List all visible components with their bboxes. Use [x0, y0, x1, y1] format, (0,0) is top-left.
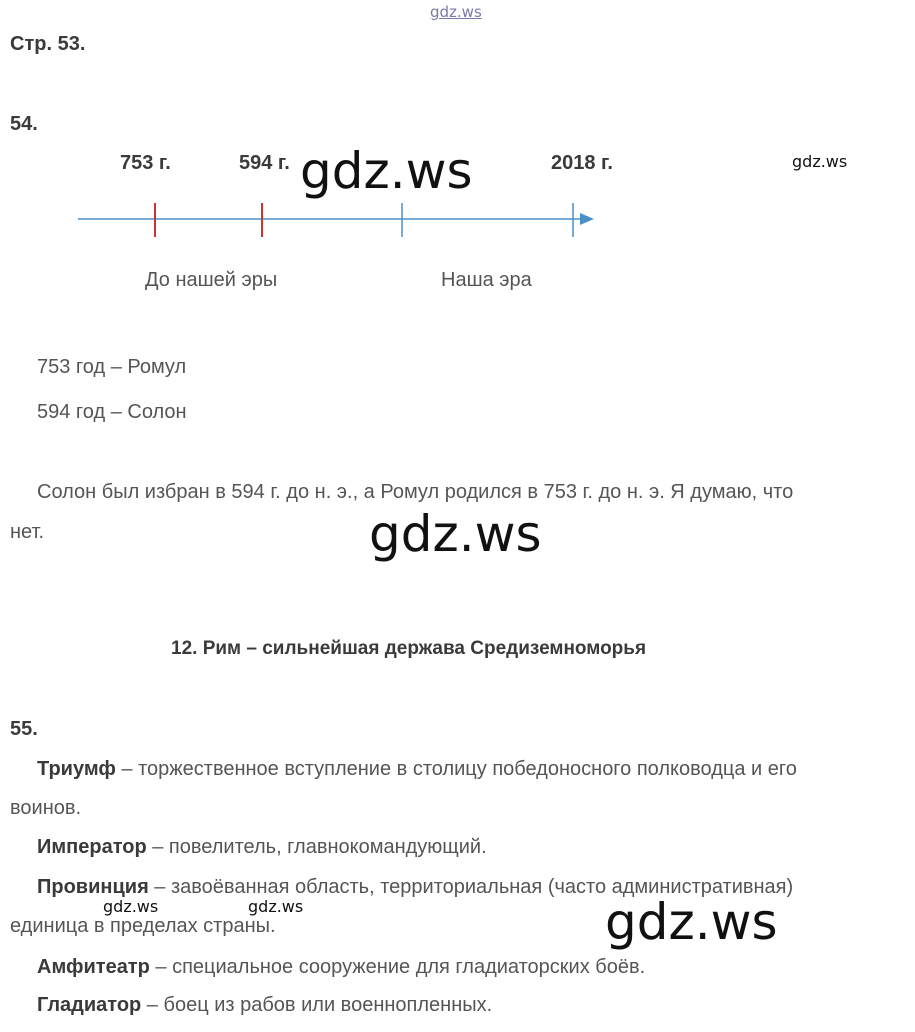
definition-amphitheater — [37, 956, 645, 979]
definition-emperor-text: – повелитель, главнокомандующий. — [146, 836, 487, 858]
era-label-ad: Наша эра — [441, 269, 532, 291]
timeline-year-753: 753 г. — [120, 152, 171, 174]
term-emperor: Император — [37, 836, 147, 858]
definition-amphitheater-text: – специальное сооружение для гладиаторских боёв. — [149, 956, 646, 978]
timeline-axis — [0, 195, 915, 245]
line-solon: 594 год – Солон — [37, 401, 187, 423]
definition-triumph-cont: воинов. — [10, 797, 82, 819]
timeline-year-594: 594 г. — [239, 152, 290, 174]
definition-province-cont: единица в пределах страны. — [10, 915, 276, 937]
term-province: Провинция — [37, 876, 149, 898]
task-54-number: 54. — [10, 113, 38, 135]
definition-triumph-text: – торжественное вступление в столицу победоносного полководца и его — [115, 758, 797, 780]
watermark-top: gdz.ws — [430, 3, 482, 21]
watermark-big-2: gdz.ws — [369, 505, 542, 563]
definition-triumph — [37, 758, 797, 781]
page-label: Стр. 53. — [10, 33, 86, 55]
timeline-arrowhead — [580, 213, 594, 225]
definition-gladiator — [37, 994, 492, 1017]
section-title: 12. Рим – сильнейшая держава Средиземноморья — [171, 638, 647, 659]
paragraph-line-2: нет. — [10, 521, 45, 543]
definition-emperor — [37, 836, 487, 859]
watermark-big-3: gdz.ws — [605, 893, 778, 951]
timeline-year-2018: 2018 г. — [551, 152, 613, 174]
paragraph-line-1: Солон был избран в 594 г. до н. э., а Ромул родился в 753 г. до н. э. Я думаю, что — [37, 481, 794, 503]
definition-gladiator-text: – боец из рабов или военнопленных. — [141, 994, 493, 1016]
definition-province-text: – завоёванная область, территориальная (часто административная) — [148, 876, 794, 898]
watermark-small-3: gdz.ws — [248, 897, 304, 916]
term-amphitheater: Амфитеатр — [37, 956, 150, 978]
term-triumph: Триумф — [37, 758, 116, 780]
term-gladiator: Гладиатор — [37, 994, 142, 1016]
era-label-bc: До нашей эры — [145, 269, 278, 291]
watermark-small-1: gdz.ws — [792, 152, 848, 171]
line-romulus: 753 год – Ромул — [37, 356, 187, 378]
watermark-big-1: gdz.ws — [300, 142, 473, 200]
watermark-small-2: gdz.ws — [103, 897, 159, 916]
task-55-number: 55. — [10, 718, 38, 740]
